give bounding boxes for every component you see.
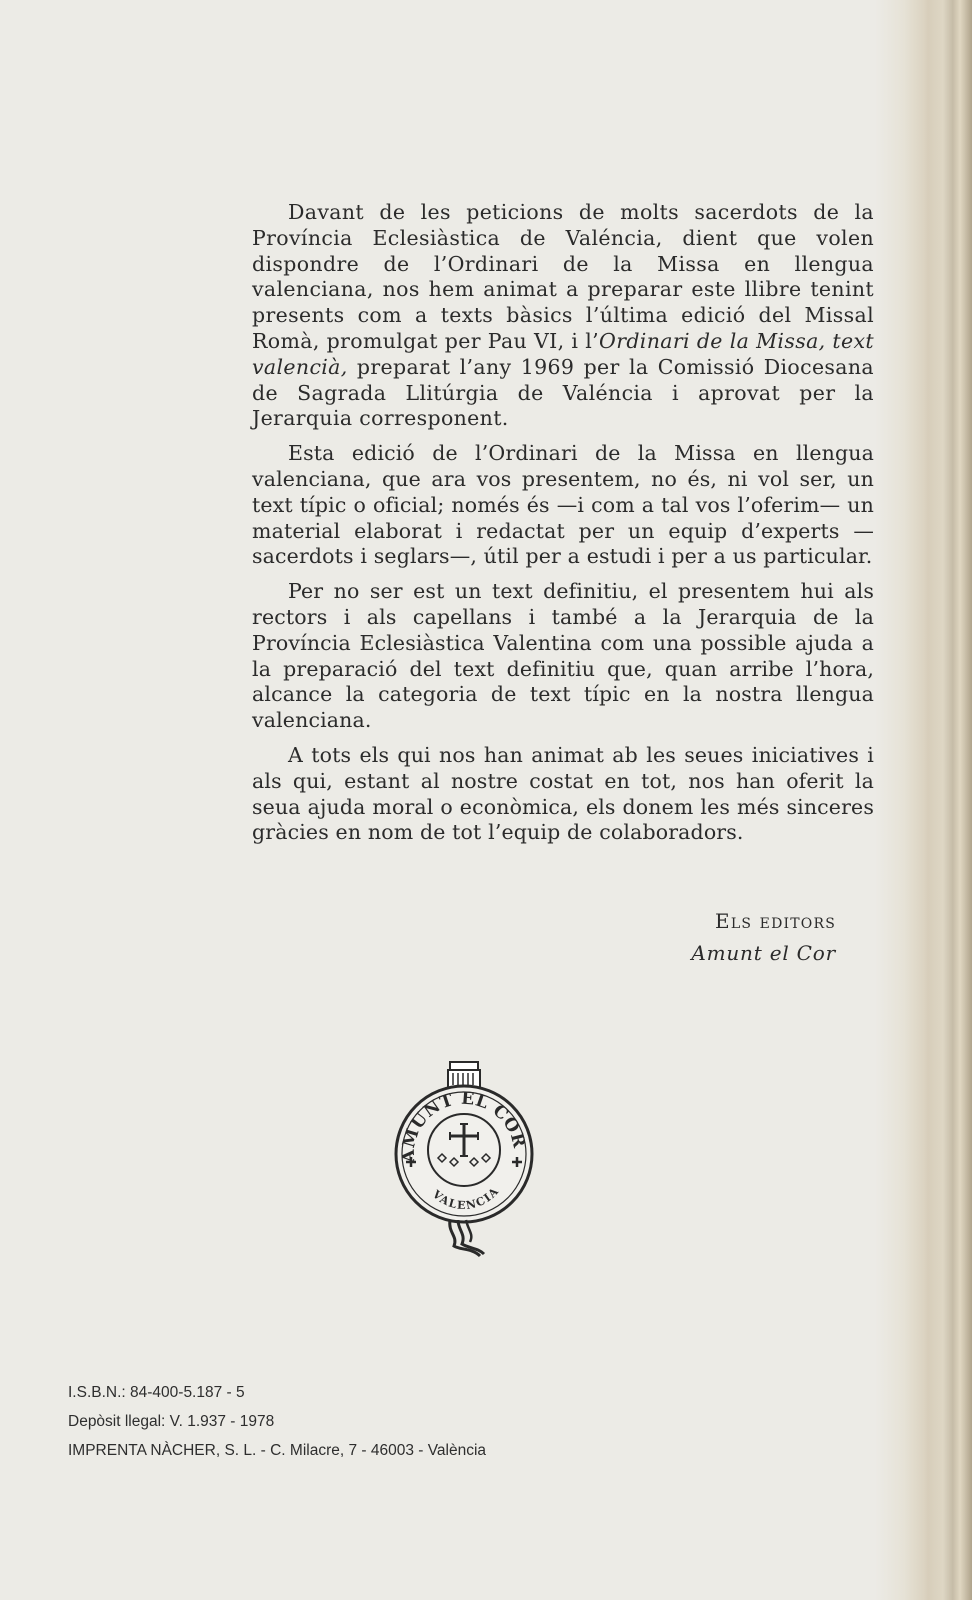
paragraph-1-italic-title: Ordinari de la Missa, text valencià, xyxy=(252,328,875,379)
preface-text xyxy=(252,200,874,855)
colophon xyxy=(68,1378,486,1465)
seal-icon xyxy=(388,1058,548,1268)
seal-top-text: AMUNT EL COR xyxy=(398,1088,529,1164)
paragraph-4: A tots els qui nos han animat ab les seues iniciatives i als qui, estant al nostre costat en tot, nos han oferit la seua ajuda moral o econòmica, els donem les més sinceres gràcies en nom de tot l’equip de colaboradors. xyxy=(252,742,874,845)
paragraph-2: Esta edició de l’Ordinari de la Missa en llengua valenciana, que ara vos presentem, no és, ni vol ser, un text típic o oficial; només és —i com a tal vos l’oferim— un material elaborat i redactat per un equip d’experts —sacerdots i seglars—, útil per a estudi i per a us particular. xyxy=(252,441,874,569)
publisher-seal xyxy=(388,1058,548,1268)
seal-bottom-text: VALENCIA xyxy=(429,1184,502,1213)
signature-block xyxy=(600,905,836,969)
page-spine-edge xyxy=(924,0,972,1600)
paragraph-3: Per no ser est un text definitiu, el presentem hui als rectors i als capellans i també a la Jerarquia de la Província Eclesiàstica Valentina com una possible ajuda a la preparació del text definitiu que, quan arribe l’hora, alcance la categoria de text típic en la nostra llengua valenciana. xyxy=(252,579,874,733)
signature-publisher-name: Amunt el Cor xyxy=(691,941,836,965)
printer-line: IMPRENTA NÀCHER, S. L. - C. Milacre, 7 - 46003 - València xyxy=(68,1442,487,1459)
paragraph-1-text-b: preparat l’any 1969 per la Comissió Diocesana de Sagrada Llitúrgia de Valéncia i aprovat per la Jerarquia corresponent. xyxy=(252,354,874,431)
paragraph-1-text-a: Davant de les peticions de molts sacerdots de la Província Eclesiàstica de Valéncia, dient que volen dispondre de l’Ordinari de la Missa en llengua valenciana, nos hem animat a preparar este llibre tenint presents com a texts bàsics l’última edició del Missal Romà, promulgat per Pau VI, i l’ xyxy=(252,200,874,353)
signature-editors: Els editors xyxy=(715,909,836,933)
legal-deposit-line: Depòsit llegal: V. 1.937 - 1978 xyxy=(68,1413,275,1430)
paragraph-1 xyxy=(252,200,874,432)
isbn-line: I.S.B.N.: 84-400-5.187 - 5 xyxy=(68,1384,245,1401)
